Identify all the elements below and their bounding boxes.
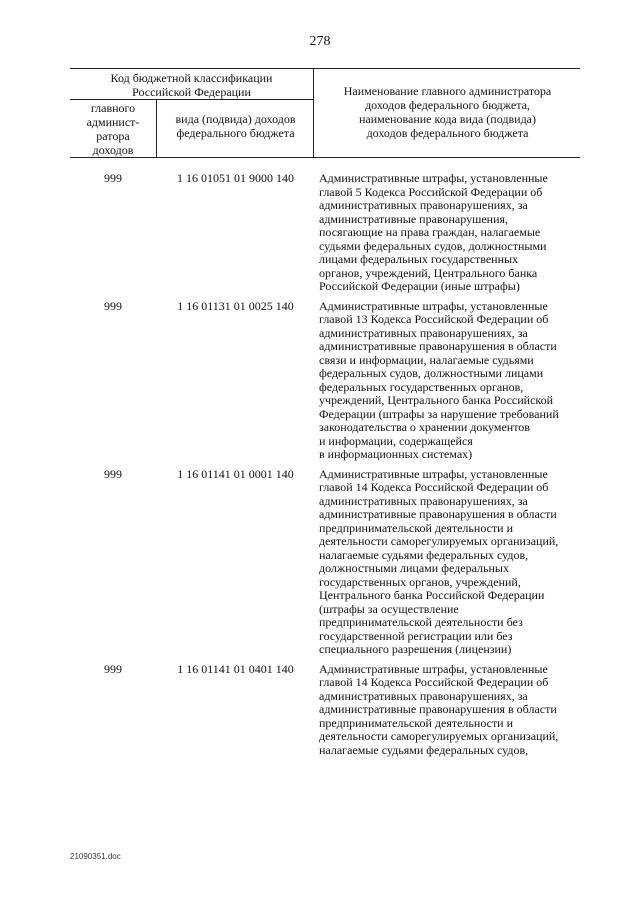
admin-code-cell: 999: [104, 466, 122, 481]
admin-code-cell: 999: [104, 171, 122, 185]
name-cell: Административные штрафы, установленные главой 14 Кодекса Российской Федерации об административных правонарушениях, за административные правонарушения в области предпринимательской деятельности и деятельности саморегулируемых организаций, налагаемые судьями федеральных судов,: [319, 661, 559, 757]
header-column-divider-2: [313, 68, 314, 158]
header-admin-code: главного админист- ратора доходов: [86, 101, 140, 157]
table-row: [70, 663, 580, 758]
admin-code-cell: 999: [104, 298, 122, 313]
page-number: 278: [309, 34, 331, 49]
name-cell: Административные штрафы, установленные главой 14 Кодекса Российской Федерации об административных правонарушениях, за административные правонарушения в области предпринимательской деятельности и деятельности саморегулируемых организаций, налагаемые судьями федеральных судов, должностными лицами федеральных государственных органов, учреждений, Центрального банка Российской Федерации (штрафы за осуществление предпринимательской деятельности без государственной регистрации или без специального разрешения (лицензии): [319, 466, 559, 656]
file-name-footer: 21090351.doc: [70, 852, 121, 861]
header-name: Наименование главного администратора доходов федерального бюджета, наименование кода вида (подвида) доходов федерального бюджета: [343, 84, 552, 140]
header-code-title: Код бюджетной классификации Российской Федерации: [110, 71, 273, 99]
name-cell: Административные штрафы, установленные главой 13 Кодекса Российской Федерации об административных правонарушениях, за административные правонарушения в области связи и информации, налагаемые судьями федеральных судов, должностными лицами федеральных государственных органов, учреждений, Центрального банка Российской Федерации (штрафы за нарушение требований законодательства о хранении документов и информации, содержащейся в информационных системах): [319, 298, 559, 461]
header-top-rule: [70, 68, 580, 69]
table-row: [70, 300, 580, 462]
table-header: [70, 68, 580, 158]
header-middle-rule: [70, 99, 313, 100]
header-kbk-code: вида (подвида) доходов федерального бюджета: [175, 112, 296, 140]
name-cell: Административные штрафы, установленные главой 5 Кодекса Российской Федерации об административных правонарушениях, за административные правонарушения, посягающие на права граждан, налагаемые судьями федеральных судов, должностными лицами федеральных государственных органов, учреждений, Центрального банка Российской Федерации (иные штрафы): [319, 171, 548, 293]
kbk-code-cell: 1 16 01051 01 9000 140: [177, 171, 294, 185]
header-column-divider-1: [156, 99, 157, 158]
table-body: [70, 172, 580, 763]
kbk-code-cell: 1 16 01141 01 0401 140: [177, 661, 294, 676]
header-bottom-rule: [70, 157, 580, 158]
table-row: [70, 468, 580, 657]
kbk-code-cell: 1 16 01141 01 0001 140: [177, 466, 294, 481]
kbk-code-cell: 1 16 01131 01 0025 140: [177, 298, 294, 313]
admin-code-cell: 999: [104, 661, 122, 676]
table-row: [70, 172, 580, 294]
